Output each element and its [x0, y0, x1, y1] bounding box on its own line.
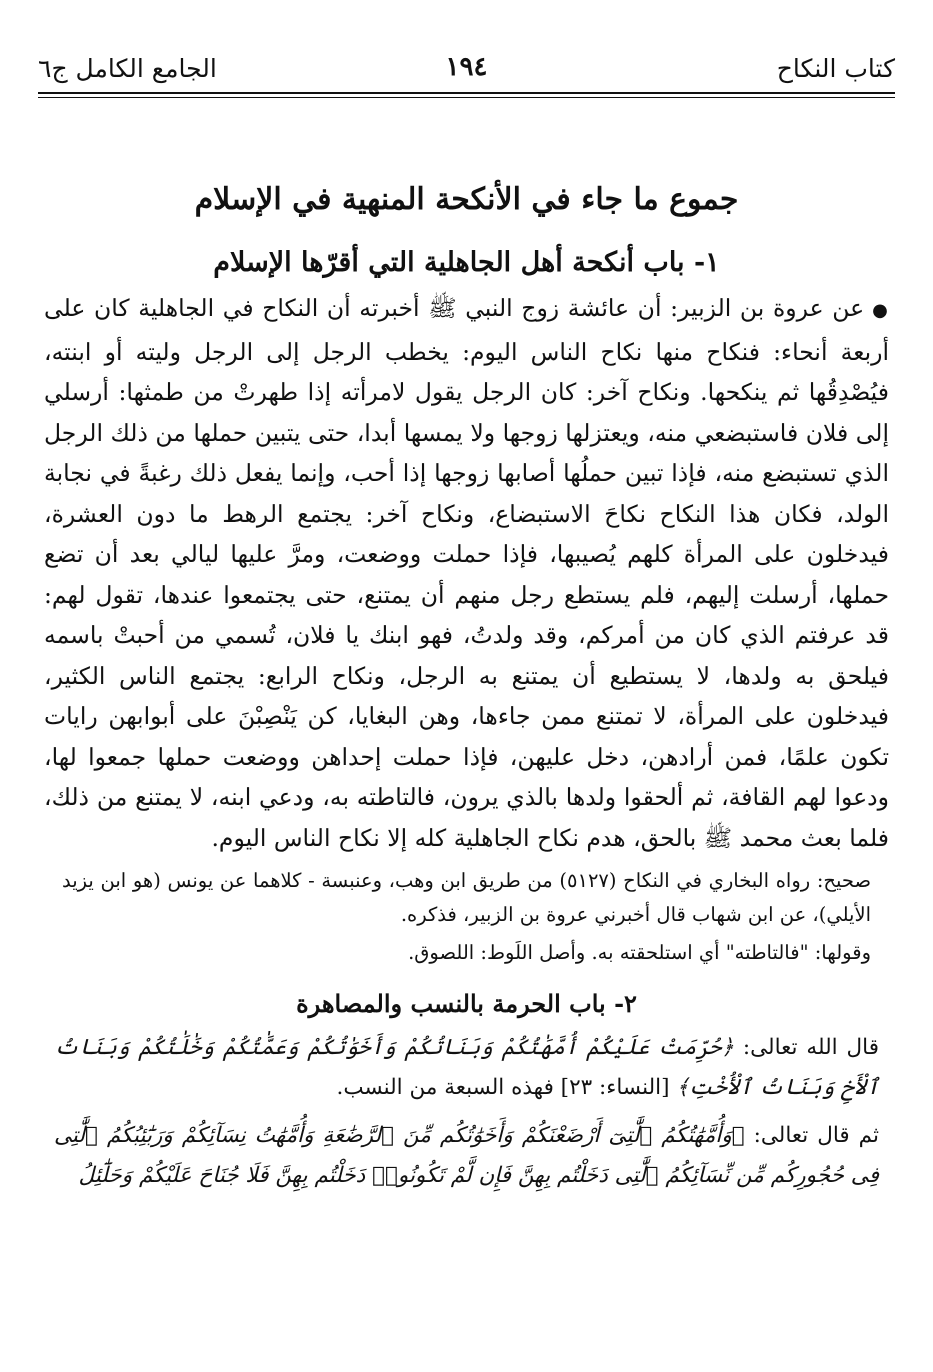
verse-paragraph-1 [54, 1028, 879, 1108]
verse-paragraph-2 [54, 1116, 879, 1196]
bullet-icon: ● [872, 300, 889, 321]
hadith-text: عن عروة بن الزبير: أن عائشة زوج النبي ﷺ أخبرته أن النكاح في الجاهلية كان على أربعة أنحاء: فنكاح منها نكاح الناس اليوم: يخطب الرجل إلى الرجل وليته أو ابنته، فيُصْدِقُها ثم ينكحها. ونكاح آخر: كان الرجل يقول لامرأته إذا طهرتْ من طمثها: أرسلي إلى فلان فاستبضعي منه، ويعتزلها زوجها ولا يمسها أبدا، حتى يتبين حملها من ذلك الرجل الذي تستبضع منه، فإذا تبين حملُها أصابها زوجها إذا أحب، وإنما يفعل ذلك رغبةً في نجابة الولد، فكان هذا النكاح نكاحَ الاستبضاع، ونكاح آخر: يجتمع الرهط ما دون العشرة، فيدخلون على المرأة كلهم يُصيبها، فإذا حملت ووضعت، ومرَّ عليها ليالي بعد أن تضع حملها، أرسلت إليهم، فلم يستطع رجل منهم أن يمتنع، حتى يجتمعوا عندها، تقول لهم: قد عرفتم الذي كان من أمركم، وقد ولدتُ، فهو ابنك يا فلان، تُسمي من أحبتْ باسمه فيلحق به ولدها، لا يستطيع أن يمتنع به الرجل، ونكاح الرابع: يجتمع الناس الكثير، فيدخلون على المرأة، لا تمتنع ممن جاءها، وهن البغايا، كن يَنْصِبْنَ على أبوابهن رايات تكون علمًا، فمن أرادهن، دخل عليهن، فإذا حملت إحداهن ووضعت حملها جمعوا لها، ودعوا لهم القافة، ثم ألحقوا ولدها بالذي يرون، فالتاطته به، ودعي ابنه، لا يمتنع من ذلك، فلما بعث محمد ﷺ بالحق، هدم نكاح الجاهلية كله إلا نكاح الناس اليوم. [44, 294, 889, 852]
hadith-paragraph [44, 288, 889, 858]
page-content [44, 170, 889, 1196]
header-rule-thin [38, 97, 895, 98]
book-title-label: الجامع الكامل ج٦ [38, 54, 217, 83]
chapter1-heading: ١- باب أنكحة أهل الجاهلية التي أقرّها الإسلام [213, 247, 720, 278]
verse1-intro: قال الله تعالى: [742, 1035, 879, 1060]
takhrij-note: صحيح: رواه البخاري في النكاح (٥١٢٧) من طريق ابن وهب، وعنبسة - كلاهما عن يونس (هو ابن يزيد الأيلي)، عن ابن شهاب قال أخبرني عروة بن الزبير، فذكره. [62, 869, 872, 926]
verse2-intro: ثم قال تعالى: [753, 1123, 879, 1148]
main-title: جموع ما جاء في الأنكحة المنهية في الإسلام [194, 182, 739, 217]
verse1-text: ﴿حُرِّمَتْ عَلَيْكُمْ أُمَّهَٰتُكُمْ وَبَنَاتُكُمْ وَأَخَوَٰتُكُمْ وَعَمَّٰتُكُمْ وَخَٰلَٰتُكُمْ وَبَنَاتُ ٱلْأَخِ وَبَنَاتُ ٱلْأُخْتِ﴾ [54, 1035, 879, 1100]
page-header [38, 48, 895, 92]
chapter2-heading: ٢- باب الحرمة بالنسب والمصاهرة [296, 989, 637, 1018]
explanation-note: وقولها: "فالتاطته" أي استلحقته به. وأصل اللَوط: اللصوق. [408, 941, 871, 964]
verse1-reference: [النساء: ٢٣] فهذه السبعة من النسب. [336, 1075, 670, 1100]
verse2-text: ﴿وَأُمَّهَٰتُكُمُ ٱلَّٰتِىٓ أَرْضَعْنَكُمْ وَأَخَوَٰتُكُم مِّنَ ٱلرَّضَٰعَةِ وَأُمَّهَٰتُ نِسَآئِكُمْ وَرَبَٰٓئِبُكُمُ ٱلَّٰتِى فِى حُجُورِكُم مِّن نِّسَآئِكُمُ ٱلَّٰتِى دَخَلْتُم بِهِنَّ فَإِن لَّمْ تَكُونُوا۟ دَخَلْتُم بِهِنَّ فَلَا جُنَاحَ عَلَيْكُمْ وَحَلَٰٓئِلُ [54, 1123, 879, 1188]
book-section-label: كتاب النكاح [776, 54, 895, 83]
header-rule-thick [38, 92, 895, 94]
page-number: ١٩٤ [445, 52, 488, 82]
